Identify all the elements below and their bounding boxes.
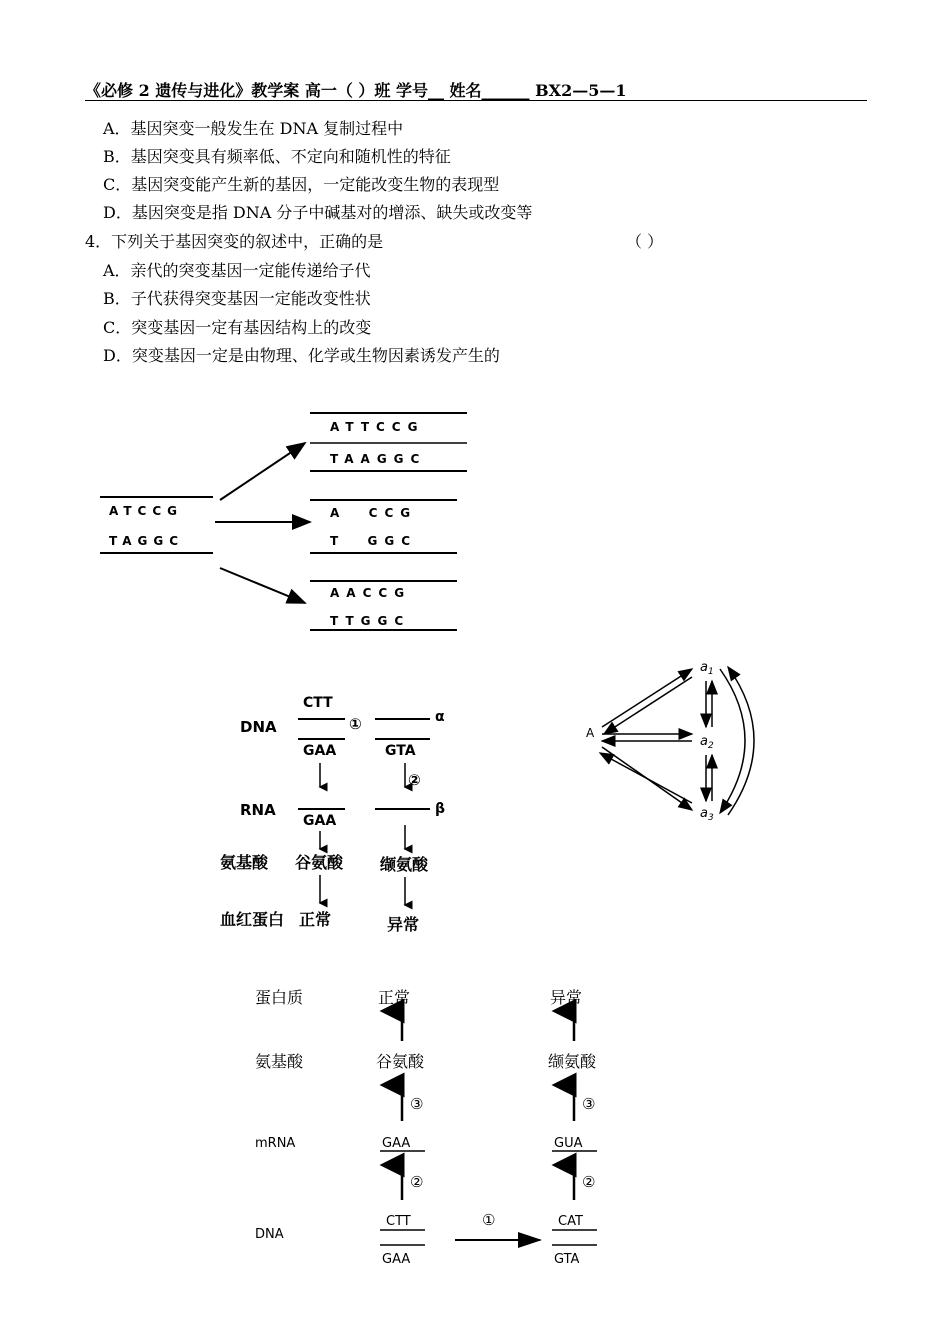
normal-amino-acid: 谷氨酸 [376,1052,425,1071]
arrow-to-insertion [220,443,305,500]
q4-answer-bracket: （ ） [626,232,664,251]
q3-option-c: C．基因突变能产生新的基因，一定能改变生物的表现型 [103,175,500,194]
allele-a2-sub: 2 [707,741,714,751]
q4-option-d: D．突变基因一定是由物理、化学或生物因素诱发产生的 [103,346,500,365]
normal-step-3: ③ [410,1095,424,1113]
allele-a2-letter: a [700,734,708,749]
beta-label: β [435,801,446,817]
arrow-to-substitution [220,568,305,603]
out2-bottom-strand: T GGC [330,534,418,548]
row-label-mrna: mRNA [255,1136,296,1151]
row-label-protein: 蛋白质 [255,988,304,1007]
q3-option-b: B．基因突变具有频率低、不定向和随机性的特征 [103,147,451,166]
step-1-label: ① [349,715,362,733]
page-header: 《必修 2 遗传与进化》教学案 高一（ ）班 学号__ 姓名______ BX2—5—1 [85,78,867,101]
q4-option-a: A．亲代的突变基因一定能传递给子代 [103,261,371,280]
gene-expression-figure [250,975,630,1275]
normal-dna-top: CTT [386,1214,411,1229]
q4-option-b: B．子代获得突变基因一定能改变性状 [103,289,371,308]
normal-step-2: ② [410,1173,424,1191]
mutation-types-figure [95,405,485,640]
out2-top-strand: A CCG [330,506,418,520]
sickle-cell-pathway-figure [215,685,475,945]
q4-stem: 4．下列关于基因突变的叙述中，正确的是 [85,232,384,251]
arrow-a3-to-A [600,753,692,803]
row-label-dna: DNA [255,1227,284,1242]
row-label-dna: DNA [240,718,277,736]
mutant-dna-top: CAT [558,1214,583,1229]
mutant-step-3: ③ [582,1095,596,1113]
row-label-rna: RNA [240,801,276,819]
normal-protein: 正常 [299,910,332,929]
mutant-amino-acid: 缬氨酸 [548,1052,597,1071]
out3-bottom-strand: TTGGC [330,614,411,628]
mutant-amino-acid: 缬氨酸 [380,855,429,874]
row-label-amino-acid: 氨基酸 [255,1052,304,1071]
multiple-alleles-figure [580,655,770,830]
row-label-hemoglobin: 血红蛋白 [220,910,285,929]
allele-a1-sub: 1 [707,667,714,677]
row-label-amino-acid: 氨基酸 [220,853,269,872]
source-bottom-strand: TAGGC [109,534,185,548]
mutant-protein: 异常 [550,988,583,1007]
alpha-label: α [435,709,445,725]
step-2-label: ② [408,771,421,789]
normal-dna-bottom: GAA [382,1252,411,1267]
mutant-dna-bottom: GTA [554,1252,580,1267]
normal-mrna: GAA [382,1136,411,1151]
source-top-strand: ATCCG [109,504,184,518]
normal-dna-bottom: GAA [303,743,337,759]
out3-top-strand: AACCG [330,586,412,600]
arrow-a1-to-A [604,677,692,734]
allele-a1-letter: a [700,660,708,675]
normal-rna: GAA [303,813,337,829]
allele-A: A [586,726,595,740]
normal-amino-acid: 谷氨酸 [295,853,344,872]
allele-a3-letter: a [700,806,708,821]
allele-a3-sub: 3 [707,813,714,823]
allele-a1 [700,660,714,677]
out1-top-strand: ATTCCG [330,420,425,434]
out1-bottom-strand: TAAGGC [330,452,427,466]
step-1-label: ① [482,1211,496,1229]
normal-protein: 正常 [378,988,411,1007]
arrow-A-to-a1 [602,669,692,727]
mutant-mrna: GUA [554,1136,583,1151]
q3-option-d: D．基因突变是指 DNA 分子中碱基对的增添、缺失或改变等 [103,203,533,222]
mutant-dna-bottom: GTA [385,743,416,759]
mutant-step-2: ② [582,1173,596,1191]
normal-dna-top: CTT [303,695,333,711]
q4-option-c: C．突变基因一定有基因结构上的改变 [103,318,372,337]
mutant-protein: 异常 [387,915,420,934]
q3-option-a: A．基因突变一般发生在 DNA 复制过程中 [103,119,404,138]
allele-a3 [700,806,714,823]
allele-a2 [700,734,714,751]
